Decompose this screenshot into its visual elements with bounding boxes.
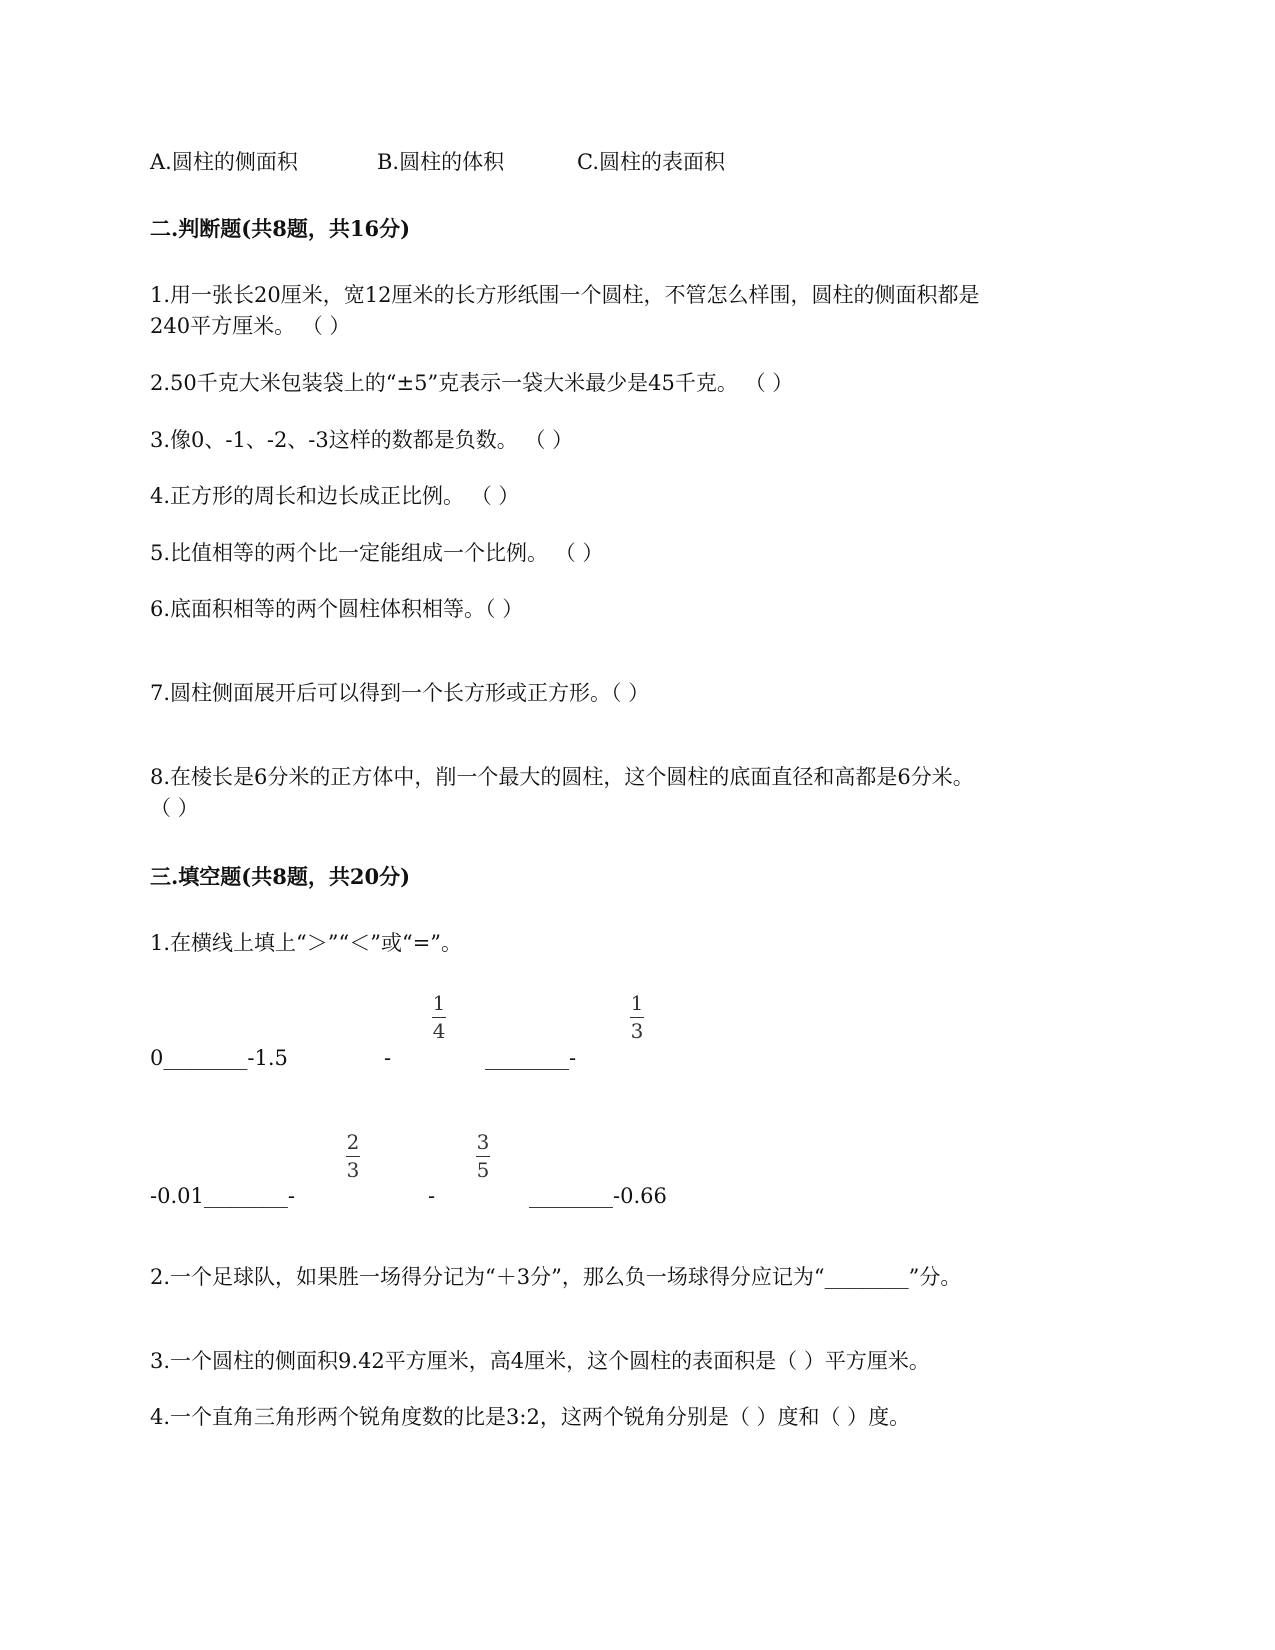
option-c: C.圆柱的表面积 [577, 150, 725, 174]
fill-item-4: 4.一个直角三角形两个锐角度数的比是3:2，这两个锐角分别是（ ）度和（ ）度。 [150, 1405, 911, 1429]
compare-r2-a: -0.01________- [150, 1184, 295, 1208]
judge-item-1-line1: 1.用一张长20厘米，宽12厘米的长方形纸围一个圆柱，不管怎么样围，圆柱的侧面积都是 [150, 283, 980, 307]
judge-item-5: 5.比值相等的两个比一定能组成一个比例。 （ ） [150, 541, 604, 565]
fill-item-1: 1.在横线上填上“＞”“＜”或“=”。 [150, 931, 463, 955]
compare-r1-c: ________- [485, 1046, 577, 1070]
judge-item-8-line1: 8.在棱长是6分米的正方体中，削一个最大的圆柱，这个圆柱的底面直径和高都是6分米。 [150, 765, 974, 789]
judge-item-3: 3.像0、-1、-2、-3这样的数都是负数。 （ ） [150, 428, 574, 452]
compare-r2-b: - [428, 1184, 436, 1208]
judge-item-7: 7.圆柱侧面展开后可以得到一个长方形或正方形。（ ） [150, 681, 650, 705]
fraction-1-4 [424, 992, 454, 1042]
fraction-2-3 [338, 1131, 368, 1181]
fraction-denominator: 3 [630, 1019, 644, 1043]
judge-item-1-line2: 240平方厘米。 （ ） [150, 314, 351, 338]
compare-r1-a: 0________-1.5 [150, 1046, 288, 1070]
compare-r1-b: - [384, 1046, 392, 1070]
fraction-3-5 [468, 1131, 498, 1181]
fraction-numerator: 1 [630, 991, 644, 1015]
judge-item-2: 2.50千克大米包装袋上的“±5”克表示一袋大米最少是45千克。 （ ） [150, 371, 794, 395]
fraction-numerator: 1 [432, 991, 446, 1015]
fill-item-2: 2.一个足球队，如果胜一场得分记为“＋3分”，那么负一场球得分应记为“________”分。 [150, 1265, 962, 1289]
fraction-1-3 [622, 992, 652, 1042]
fraction-denominator: 5 [476, 1158, 490, 1182]
fill-item-3: 3.一个圆柱的侧面积9.42平方厘米，高4厘米，这个圆柱的表面积是（ ）平方厘米。 [150, 1349, 930, 1373]
fraction-denominator: 3 [346, 1158, 360, 1182]
judge-item-4: 4.正方形的周长和边长成正比例。 （ ） [150, 484, 520, 508]
option-a: A.圆柱的侧面积 [150, 150, 298, 174]
section-3-title: 三.填空题(共8题，共20分) [150, 864, 411, 889]
fraction-numerator: 2 [346, 1130, 360, 1154]
option-b: B.圆柱的体积 [377, 150, 505, 174]
judge-item-8-line2: （ ） [150, 796, 199, 820]
judge-item-6: 6.底面积相等的两个圆柱体积相等。（ ） [150, 597, 524, 621]
compare-r2-c: ________-0.66 [529, 1184, 667, 1208]
fraction-denominator: 4 [432, 1019, 446, 1043]
section-2-title: 二.判断题(共8题，共16分) [150, 216, 411, 241]
fraction-numerator: 3 [476, 1130, 490, 1154]
